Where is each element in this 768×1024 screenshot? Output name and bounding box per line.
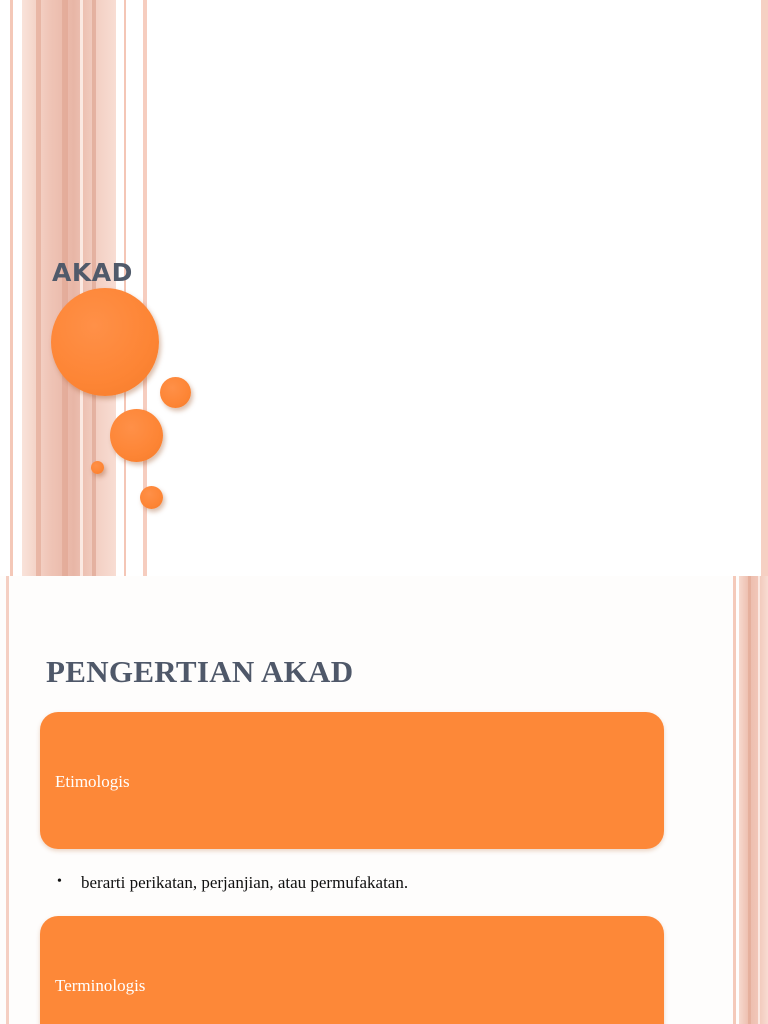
decorative-stripe <box>733 576 736 1024</box>
decorative-stripe <box>62 0 68 576</box>
decorative-circle-medium <box>110 409 163 462</box>
decorative-stripe <box>6 576 9 1024</box>
section-heading: Etimologis <box>55 772 130 791</box>
section-box-etimologis <box>40 712 664 849</box>
decorative-circle <box>160 377 191 408</box>
decorative-stripe <box>36 0 41 576</box>
decorative-circle <box>140 486 163 509</box>
bullet-icon: • <box>57 874 62 889</box>
decorative-stripe <box>10 0 13 576</box>
decorative-circle-large <box>51 288 159 396</box>
decorative-stripe <box>124 0 126 576</box>
section-box-terminologis <box>40 916 664 1024</box>
bullet-text: berarti perikatan, perjanjian, atau permufakatan. <box>81 873 409 892</box>
decorative-stripe <box>739 576 768 1024</box>
page-title: PENGERTIAN AKAD <box>46 654 354 689</box>
section-heading: Terminologis <box>55 976 146 995</box>
slide-title-text: AKAD <box>52 258 133 287</box>
decorative-stripe <box>761 0 768 576</box>
slide-pengertian <box>0 576 768 1024</box>
decorative-stripe <box>748 576 751 1024</box>
decorative-stripe <box>80 0 83 576</box>
bullet-item <box>57 873 408 893</box>
decorative-stripe <box>758 576 760 1024</box>
decorative-circle <box>91 461 104 474</box>
